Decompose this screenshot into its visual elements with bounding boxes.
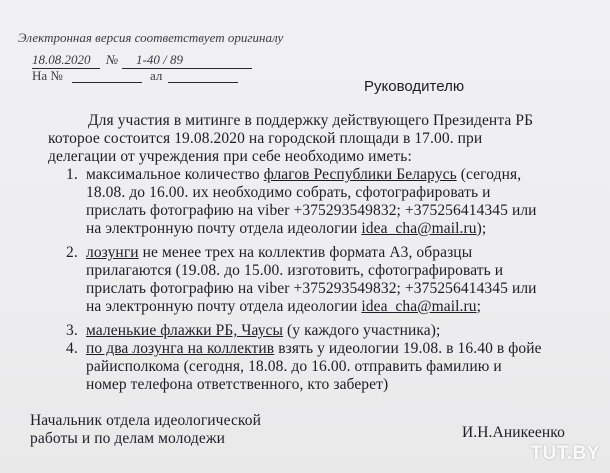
text-segment: прислать фотографию на viber +375293549832; +375256414345 или [86,280,537,297]
list-item-line [86,298,481,316]
number-sign: № [106,52,119,67]
underlined-text: idea_cha@mail.ru [361,220,477,237]
addressee: Руководителю [364,78,465,95]
list-item-line [86,322,440,340]
document-number: 1-40 / 89 [136,52,183,67]
list-item-line [86,244,472,262]
document-date: 18.08.2020 [32,52,91,67]
list-item-line [86,280,537,298]
intro-line-3: делегации от учреждения при себе необходимо иметь: [48,148,412,165]
list-item-number: 1. [66,166,78,183]
list-item-line [86,262,503,280]
reference-label: На № [32,68,63,83]
text-segment: номер телефона ответственного, кто заберет) [86,376,389,393]
list-item-line [86,376,388,394]
text-segment: максимальное количество [86,166,264,183]
text-segment: 18.08. до 16.00. их необходимо собрать, сфотографировать и [86,184,491,201]
reference-underline-2 [168,82,238,83]
list-item-line [86,202,537,220]
list-item-line [86,340,542,358]
number-underline [122,68,252,69]
electronic-copy-stamp: Электронная версия соответствует оригиналу [18,30,284,45]
list-item-line [86,166,521,184]
text-segment: на электронную почту отдела идеологии [86,298,362,315]
underlined-text: лозунги [86,244,139,261]
list-item-line [86,358,502,376]
list-item-number: 2. [66,244,78,261]
text-segment: прилагаются (19.08. до 15.00. изготовить, сфотографировать и [86,262,504,279]
text-segment: взять у идеологии 19.08. в 16.40 в фойе [274,340,542,357]
reference-mid-label: ал [150,68,163,83]
text-segment: ); [476,220,487,237]
list-item-line [86,220,486,238]
tut-by-watermark: TUT.BY [530,443,600,464]
underlined-text: маленькие флажки РБ, Чаусы [86,322,284,339]
reference-underline-1 [72,82,142,83]
signatory-position-line-1: Начальник отдела идеологической [30,412,262,429]
signatory-position-line-2: работы и по делам молодежи [30,430,226,447]
intro-line-1: Для участия в митинге в поддержку действующего Президента РБ [88,112,534,129]
underlined-text: флагов Республики Беларусь [263,166,457,183]
text-segment: райисполкома (сегодня, 18.08. до 16.00. отправить фамилию и [86,358,502,375]
text-segment: не менее трех на коллектив формата А3, образцы [138,244,473,261]
text-segment: ; [476,298,482,315]
signatory-name: И.Н.Аникеенко [462,424,565,441]
list-item-number: 3. [66,322,78,339]
text-segment: (у каждого участника); [283,322,441,339]
text-segment: (сегодня, [456,166,522,183]
text-segment: на электронную почту отдела идеологии [86,220,362,237]
list-item-number: 4. [66,340,78,357]
intro-line-2: которое состоится 19.08.2020 на городской площади в 17.00. при [48,130,483,147]
underlined-text: idea_cha@mail.ru [361,298,477,315]
text-segment: прислать фотографию на viber +375293549832; +375256414345 или [86,202,537,219]
list-item-line [86,184,491,202]
underlined-text: по два лозунга на коллектив [86,340,275,357]
